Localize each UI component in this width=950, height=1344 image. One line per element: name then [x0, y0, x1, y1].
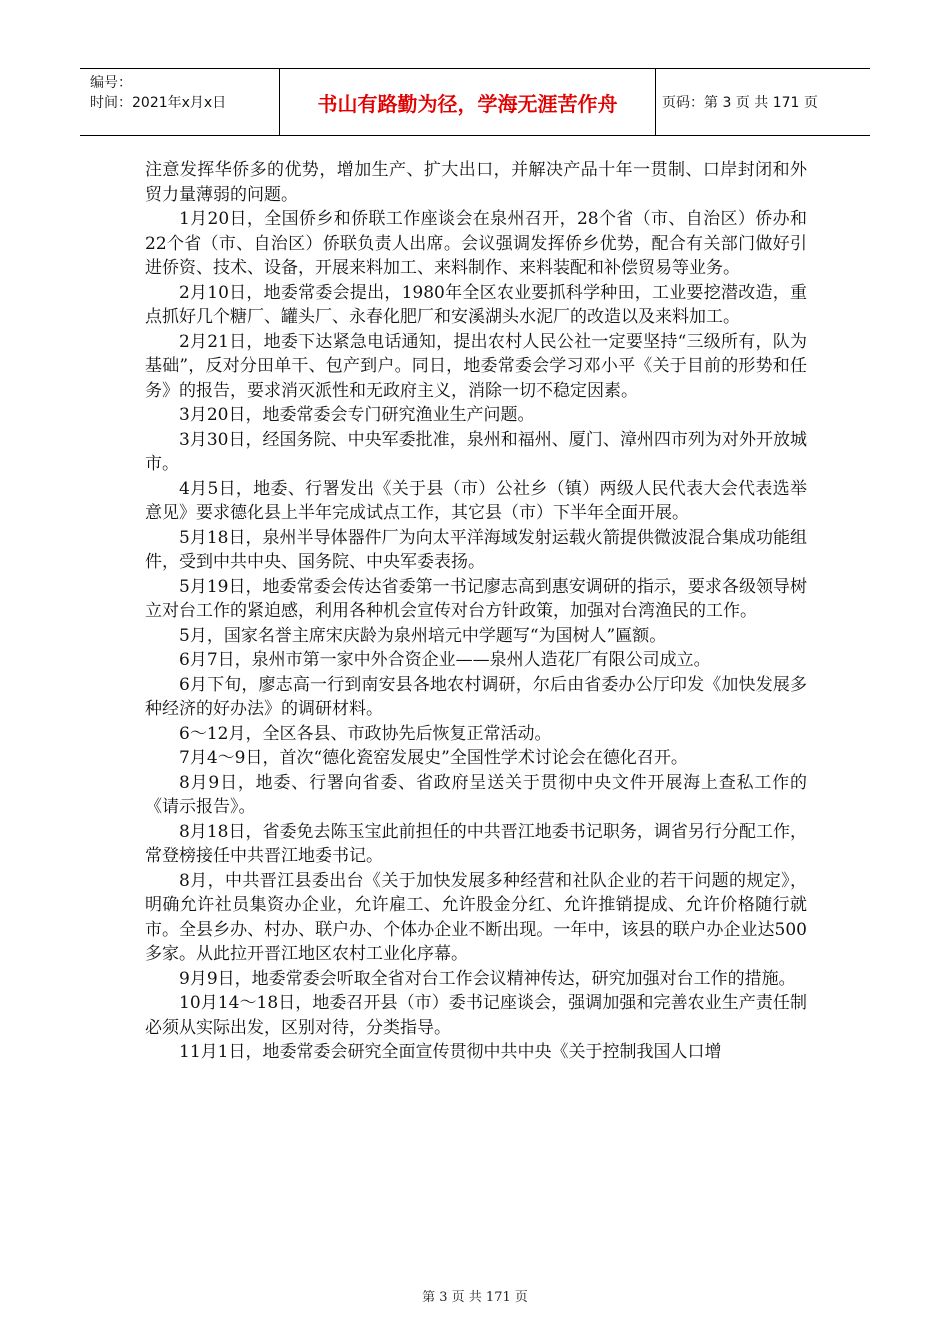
body-paragraph: 6月下旬，廖志高一行到南安县各地农村调研，尔后由省委办公厅印发《加快发展多种经济的好办法》的调研材料。 — [145, 674, 807, 719]
body-paragraph: 7月4～9日，首次“德化瓷窑发展史”全国性学术讨论会在德化召开。 — [179, 748, 688, 768]
body-paragraph: 5月18日，泉州半导体器件厂为向太平洋海域发射运载火箭提供微波混合集成功能组件，受到中共中央、国务院、中央军委表扬。 — [145, 527, 807, 572]
body-paragraph: 10月14～18日，地委召开县（市）委书记座谈会，强调加强和完善农业生产责任制必须从实际出发，区别对待，分类指导。 — [145, 993, 807, 1038]
body-paragraph: 2月10日，地委常委会提出，1980年全区农业要抓科学种田，工业要挖潜改造，重点抓好几个糖厂、罐头厂、永春化肥厂和安溪湖头水泥厂的改造以及来料加工。 — [145, 282, 807, 327]
document-time-label: 时间：2021年x月x日 — [90, 95, 227, 111]
body-paragraph: 3月20日，地委常委会专门研究渔业生产问题。 — [179, 405, 535, 425]
body-paragraph: 8月18日，省委免去陈玉宝此前担任的中共晋江地委书记职务，调省另行分配工作，常登榜接任中共晋江地委书记。 — [145, 821, 807, 866]
body-paragraph: 注意发挥华侨多的优势，增加生产、扩大出口，并解决产品十年一贯制、口岸封闭和外贸力量薄弱的问题。 — [145, 160, 807, 205]
body-paragraph: 11月1日，地委常委会研究全面宣传贯彻中共中央《关于控制我国人口增 — [179, 1042, 722, 1062]
body-paragraph: 5月19日，地委常委会传达省委第一书记廖志高到惠安调研的指示，要求各级领导树立对台工作的紧迫感，利用各种机会宣传对台方针政策，加强对台湾渔民的工作。 — [145, 576, 807, 621]
body-paragraph: 5月，国家名誉主席宋庆龄为泉州培元中学题写“为国树人”匾额。 — [179, 625, 667, 646]
header-motto: 书山有路勤为径，学海无涯苦作舟 — [280, 69, 656, 135]
body-paragraph: 9月9日，地委常委会听取全省对台工作会议精神传达，研究加强对台工作的措施。 — [179, 968, 796, 989]
body-paragraph: 1月20日，全国侨乡和侨联工作座谈会在泉州召开，28个省（市、自治区）侨办和22个省（市、自治区）侨联负责人出席。会议强调发挥侨乡优势，配合有关部门做好引进侨资、技术、设备，开展来料加工、来料制作、来料装配和补偿贸易等业务。 — [145, 209, 807, 278]
body-paragraph: 3月30日，经国务院、中央军委批准，泉州和福州、厦门、漳州四市列为对外开放城市。 — [145, 429, 807, 474]
page-footer: 第 3 页 共 171 页 — [422, 1290, 528, 1305]
body-paragraph: 8月9日，地委、行署向省委、省政府呈送关于贯彻中央文件开展海上查私工作的《请示报告》。 — [145, 772, 807, 817]
header-meta — [80, 69, 280, 135]
body-paragraph: 2月21日，地委下达紧急电话通知，提出农村人民公社一定要坚持“三级所有，队为基础”，反对分田单干、包产到户。同日，地委常委会学习邓小平《关于目前的形势和任务》的报告，要求消灭派性和无政府主义，消除一切不稳定因素。 — [145, 331, 807, 401]
body-paragraph: 6月7日，泉州市第一家中外合资企业——泉州人造花厂有限公司成立。 — [179, 650, 711, 670]
page-header — [80, 68, 870, 136]
document-number-label: 编号： — [90, 75, 132, 91]
header-page-info: 页码：第 3 页 共 171 页 — [662, 95, 818, 111]
body-paragraph: 6～12月，全区各县、市政协先后恢复正常活动。 — [179, 723, 552, 744]
document-body — [145, 158, 807, 1065]
body-paragraph: 8月，中共晋江县委出台《关于加快发展多种经营和社队企业的若干问题的规定》，明确允许社员集资办企业，允许雇工、允许股金分红、允许推销提成、允许价格随行就市。全县乡办、村办、联户办、个体办企业不断出现。一年中，该县的联户办企业达500多家。从此拉开晋江地区农村工业化序幕。 — [145, 870, 807, 964]
body-paragraph: 4月5日，地委、行署发出《关于县（市）公社乡（镇）两级人民代表大会代表选举意见》要求德化县上半年完成试点工作，其它县（市）下半年全面开展。 — [145, 478, 807, 523]
